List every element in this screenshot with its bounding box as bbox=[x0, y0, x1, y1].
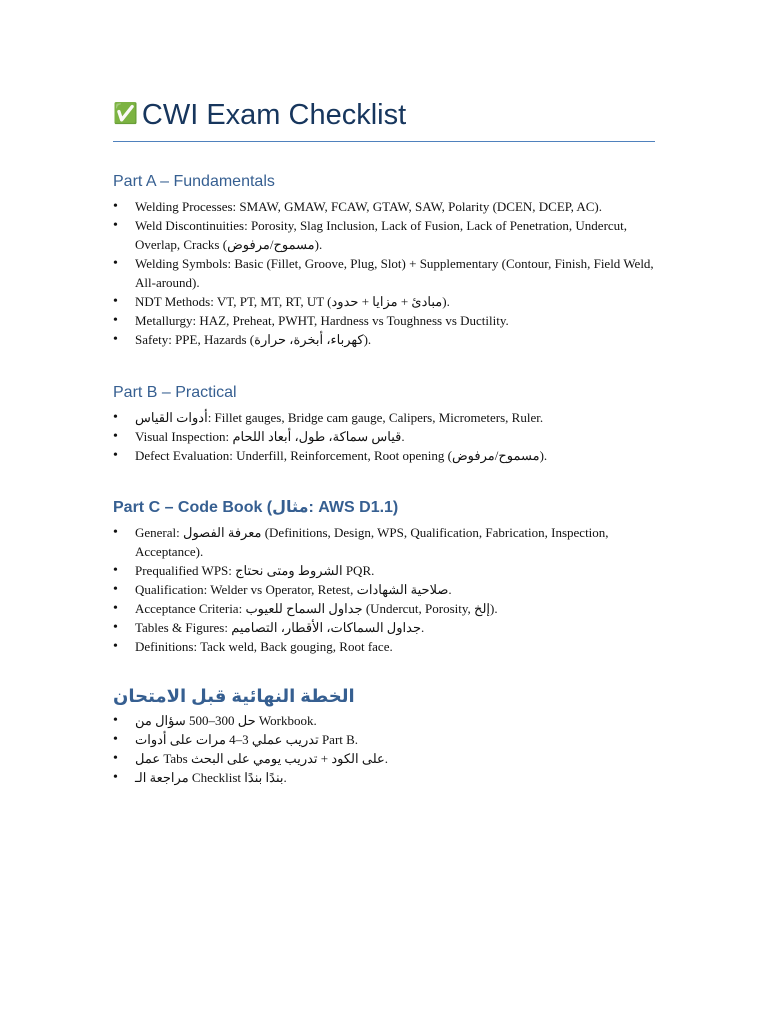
section-part-c bbox=[113, 498, 658, 656]
list-item: • تدريب عملي 3–4 مرات على أدوات Part B. bbox=[113, 730, 658, 749]
bullet-list bbox=[113, 523, 658, 656]
bullet-list bbox=[113, 711, 658, 787]
title-text: CWI Exam Checklist bbox=[141, 99, 407, 131]
list-item: • Qualification: Welder vs Operator, Retest, صلاحية الشهادات. bbox=[113, 580, 658, 599]
title-block bbox=[113, 96, 655, 142]
section-part-a bbox=[113, 172, 658, 349]
list-item: • عمل Tabs على الكود + تدريب يومي على البحث. bbox=[113, 749, 658, 768]
list-item: • NDT Methods: VT, PT, MT, RT, UT (مبادئ + مزايا + حدود). bbox=[113, 292, 658, 311]
check-box-icon: ✅ bbox=[113, 103, 138, 125]
title-underline bbox=[113, 141, 655, 142]
page-title bbox=[113, 96, 655, 133]
list-item: • Safety: PPE, Hazards (كهرباء، أبخرة، حرارة). bbox=[113, 330, 658, 349]
list-item: • Definitions: Tack weld, Back gouging, Root face. bbox=[113, 637, 658, 656]
list-item: • Metallurgy: HAZ, Preheat, PWHT, Hardness vs Toughness vs Ductility. bbox=[113, 311, 658, 330]
list-item: • Welding Symbols: Basic (Fillet, Groove, Plug, Slot) + Supplementary (Contour, Finish, Field Weld, All-around). bbox=[113, 254, 658, 292]
list-item: • Weld Discontinuities: Porosity, Slag Inclusion, Lack of Fusion, Lack of Penetration, Undercut, Overlap, Cracks (مسموح/مرفوض). bbox=[113, 216, 658, 254]
list-item: • حل 300–500 سؤال من Workbook. bbox=[113, 711, 658, 730]
list-item: • أدوات القياس: Fillet gauges, Bridge cam gauge, Calipers, Micrometers, Ruler. bbox=[113, 408, 658, 427]
list-item: • Tables & Figures: جداول السماكات، الأقطار، التصاميم. bbox=[113, 618, 658, 637]
list-item: • Visual Inspection: قياس سماكة، طول، أبعاد اللحام. bbox=[113, 427, 658, 446]
section-heading: Part B – Practical bbox=[113, 384, 237, 401]
section-heading: Part C – Code Book (مثال: AWS D1.1) bbox=[113, 499, 399, 516]
list-item: • Prequalified WPS: الشروط ومتى نحتاج PQR. bbox=[113, 561, 658, 580]
bullet-list bbox=[113, 408, 658, 465]
section-part-b bbox=[113, 383, 658, 465]
list-item: • General: معرفة الفصول (Definitions, Design, WPS, Qualification, Fabrication, Inspection, Acceptance). bbox=[113, 523, 658, 561]
section-heading: Part A – Fundamentals bbox=[113, 173, 275, 190]
section-heading: الخطة النهائية قبل الامتحان bbox=[113, 686, 355, 706]
list-item: • Defect Evaluation: Underfill, Reinforcement, Root opening (مسموح/مرفوض). bbox=[113, 446, 658, 465]
section-final-plan bbox=[113, 686, 658, 787]
list-item: • Acceptance Criteria: جداول السماح للعيوب (Undercut, Porosity, إلخ). bbox=[113, 599, 658, 618]
list-item: • Welding Processes: SMAW, GMAW, FCAW, GTAW, SAW, Polarity (DCEN, DCEP, AC). bbox=[113, 197, 658, 216]
list-item: • مراجعة الـ Checklist بندًا بندًا. bbox=[113, 768, 658, 787]
bullet-list bbox=[113, 197, 658, 349]
